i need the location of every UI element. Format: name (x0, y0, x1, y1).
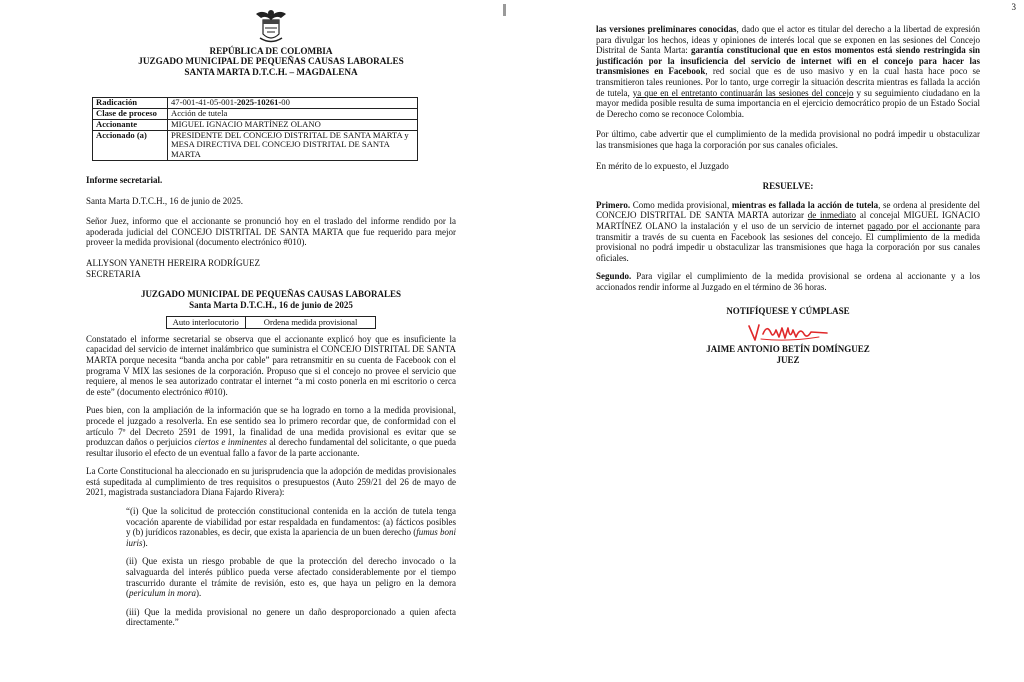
text-run-bold: Segundo. (596, 271, 632, 282)
table-value: MIGUEL IGNACIO MARTÍNEZ OLANO (168, 119, 418, 130)
text-run: ). (196, 588, 202, 599)
table-row (93, 130, 418, 160)
text-run: Pues bien, con la ampliación de la información que se ha logrado en torno a la medida provisional, procede el juzgado a resolverla. En ese sentido sea lo primero recordar que, de conformidad con el artículo 7º del Decreto 2591 de 1991, la finalidad de una medida provisional es evitar que se produzcan daños o perjuicios (86, 405, 456, 448)
radicacion-bold: 2025-10261- (236, 97, 282, 108)
text-run: (ii) Que exista un riesgo probable de que la protección del derecho invocado o la salvaguarda del interés público pueda verse afectado considerablemente por el tiempo trascurrido durante el trámite de revisión, esto es, que haya un peligro en la demora ( (126, 556, 456, 599)
auto-type-label: Auto interlocutorio (166, 316, 246, 328)
resuelve-heading: RESUELVE: (762, 181, 814, 192)
text-run: , red social que es de uso masivo y en la cual hasta hace poco se transmitieron tales reuniones. Por lo tanto, urge corregir la situación descrita mientras es fallada la acción de tutela, (596, 66, 981, 98)
table-row (93, 119, 418, 130)
text-run-bold: garantía constitucional que en estos momentos está siendo restringida sin justificación por la insuficiencia del servicio de internet wifi en el concejo para hacer las transmisiones en Facebook (596, 45, 980, 77)
paragraph: Constatado el informe secretarial se observa que el accionante explicó hoy que es insuficiente la capacidad del servicio de internet inalámbrico que suministra el CONCEJO DISTRITAL DE SANTA MARTA porque necesita “banda ancha por cable” para retransmitir en su cuenta de Facebook con el programa V MIX las sesiones de la corporación. Propuso que si el concejo no provee el servicio que requiere, al menos le sea autorizado contratar el internet “a mi costo ponerla en mi escritorio o cerca de este” (documento electrónico #010). (86, 333, 456, 397)
text-run: al concejal MIGUEL IGNACIO MARTÍNEZ OLANO la instalación y el uso de un servicio de internet (596, 210, 980, 231)
header-court: JUZGADO MUNICIPAL DE PEQUEÑAS CAUSAS LABORALES (138, 56, 404, 67)
radicacion-prefix: 47-001-41-05-001- (171, 97, 237, 108)
text-run: al derecho fundamental del solicitante, o que pueda resultar ilusorio el efecto de un eventual fallo a favor de la parte accionante. (86, 437, 457, 458)
text-run-underline: ya que en el entretanto continuarán las sesiones del concejo (632, 87, 854, 98)
quote-item (126, 506, 456, 548)
text-run: ). (142, 537, 148, 548)
text-run-bold: Primero. (596, 199, 631, 210)
paragraph (596, 24, 980, 119)
secretary-name: ALLYSON YANETH HEREIRA RODRÍGUEZ (86, 257, 261, 268)
table-label: Clase de proceso (93, 109, 168, 120)
text-run-underline: pagado por el accionante (867, 220, 961, 231)
secretary-role: SECRETARIA (86, 268, 141, 279)
radicacion-value (168, 98, 418, 109)
segundo-paragraph (596, 271, 980, 292)
auto-type-box (86, 316, 456, 328)
text-run-bold: mientras es fallada la acción de tutela (731, 199, 879, 210)
text-run-underline: de inmediato (807, 210, 856, 221)
informe-body: Señor Juez, informo que el accionante se pronunció hoy en el traslado del informe rendido por la apoderada judicial del CONCEJO DISTRITAL DE SANTA MARTA que fue requerido para mejor proveer la medida provisional (documento electrónico #010). (86, 216, 456, 248)
table-label: Accionante (93, 119, 168, 130)
paragraph (86, 405, 456, 458)
document-header (86, 46, 456, 77)
text-run: , dado que el actor es titular del derecho a la libertad de expresión para divulgar los hechos, ideas y opiniones de interés local que se exponen en las sesiones del Concejo Distrital de Santa Marta: (596, 24, 980, 56)
radicacion-suffix: 00 (281, 97, 290, 108)
paragraph: La Corte Constitucional ha aleccionado en su jurisprudencia que la adopción de medidas provisionales está supeditada al cumplimiento de tres requisitos o presupuestos (Auto 259/21 del 26 de mayo de 2021, magistrada sustanciadora Diana Fajardo Rivera): (86, 466, 456, 498)
header-city: SANTA MARTA D.T.C.H. – MAGDALENA (184, 66, 358, 77)
document-page-right (510, 0, 1024, 682)
jurisprudence-quote (86, 506, 456, 628)
notifiquese-heading: NOTIFÍQUESE Y CÚMPLASE (726, 306, 850, 317)
table-value: PRESIDENTE DEL CONCEJO DISTRITAL DE SANTA MARTA y MESA DIRECTIVA DEL CONCEJO DISTRITAL DE SANTA MARTA (168, 130, 418, 160)
coat-of-arms-icon (254, 8, 288, 46)
document-page-left (0, 0, 500, 682)
informe-date: Santa Marta D.T.C.H., 16 de junio de 2025. (86, 195, 244, 206)
text-run-italic: ciertos e inminentes (194, 437, 267, 448)
table-value: Acción de tutela (168, 109, 418, 120)
judge-role: JUEZ (776, 354, 800, 365)
informe-title: Informe secretarial. (86, 175, 163, 185)
page-divider (503, 4, 506, 16)
court-title: JUZGADO MUNICIPAL DE PEQUEÑAS CAUSAS LABORALES (140, 289, 402, 300)
text-run: y su seguimiento ciudadano en la mayor medida posible resulta de suma importancia en el ejercicio democrático propio de un Estado Social de Derecho como se reconoce Colombia. (596, 87, 980, 119)
auto-subject-label: Ordena medida provisional (246, 316, 377, 328)
text-run: “(i) Que la solicitud de protección constitucional contenida en la acción de tutela tenga vocación aparente de viabilidad por estar respaldada en fundamentos: (a) fácticos posibles y (b) jurídicos razonables, es decir, que exista la apariencia de un buen derecho ( (126, 506, 456, 538)
table-row (93, 98, 418, 109)
text-run: para transmitir a través de su cuenta en Facebook las sesiones del concejo. El cumplimiento de la medida provisional no podrá impedir u obstaculizar las transmisiones que haga la corporación por sus canales oficiales. (596, 220, 980, 263)
text-run-bold: las versiones preliminares conocidas (596, 24, 737, 34)
quote-item (126, 556, 456, 598)
text-run: Para vigilar el cumplimiento de la medida provisional se ordena al accionante y a los accionados rendir informe al Juzgado en el término de 36 horas. (596, 271, 980, 292)
judge-name: JAIME ANTONIO BETÍN DOMÍNGUEZ (706, 344, 870, 355)
case-info-table (92, 97, 418, 161)
text-run: Como medida provisional, (630, 199, 732, 210)
text-run: , se ordena al presidente del CONCEJO DISTRITAL DE SANTA MARTA autorizar (596, 199, 980, 221)
table-row (93, 109, 418, 120)
text-run-italic: periculum in mora (129, 588, 196, 599)
table-label: Radicación (93, 98, 168, 109)
paragraph: Por último, cabe advertir que el cumplimiento de la medida provisional no podrá impedir u obstaculizar las transmisiones que haga la corporación por sus canales oficiales. (596, 129, 980, 150)
quote-item: (iii) Que la medida provisional no genere un daño desproporcionado a quien afecta directamente.” (126, 606, 456, 628)
header-country: REPÚBLICA DE COLOMBIA (209, 46, 333, 56)
primero-paragraph (596, 200, 980, 264)
text-run-italic: fumus boni iuris (126, 527, 456, 548)
paragraph: En mérito de lo expuesto, el Juzgado (596, 160, 729, 171)
page-number: 3 (1011, 2, 1016, 12)
table-label: Accionado (a) (93, 130, 168, 160)
court-date: Santa Marta D.T.C.H., 16 de junio de 2025 (189, 299, 353, 310)
signature-icon (743, 320, 833, 344)
